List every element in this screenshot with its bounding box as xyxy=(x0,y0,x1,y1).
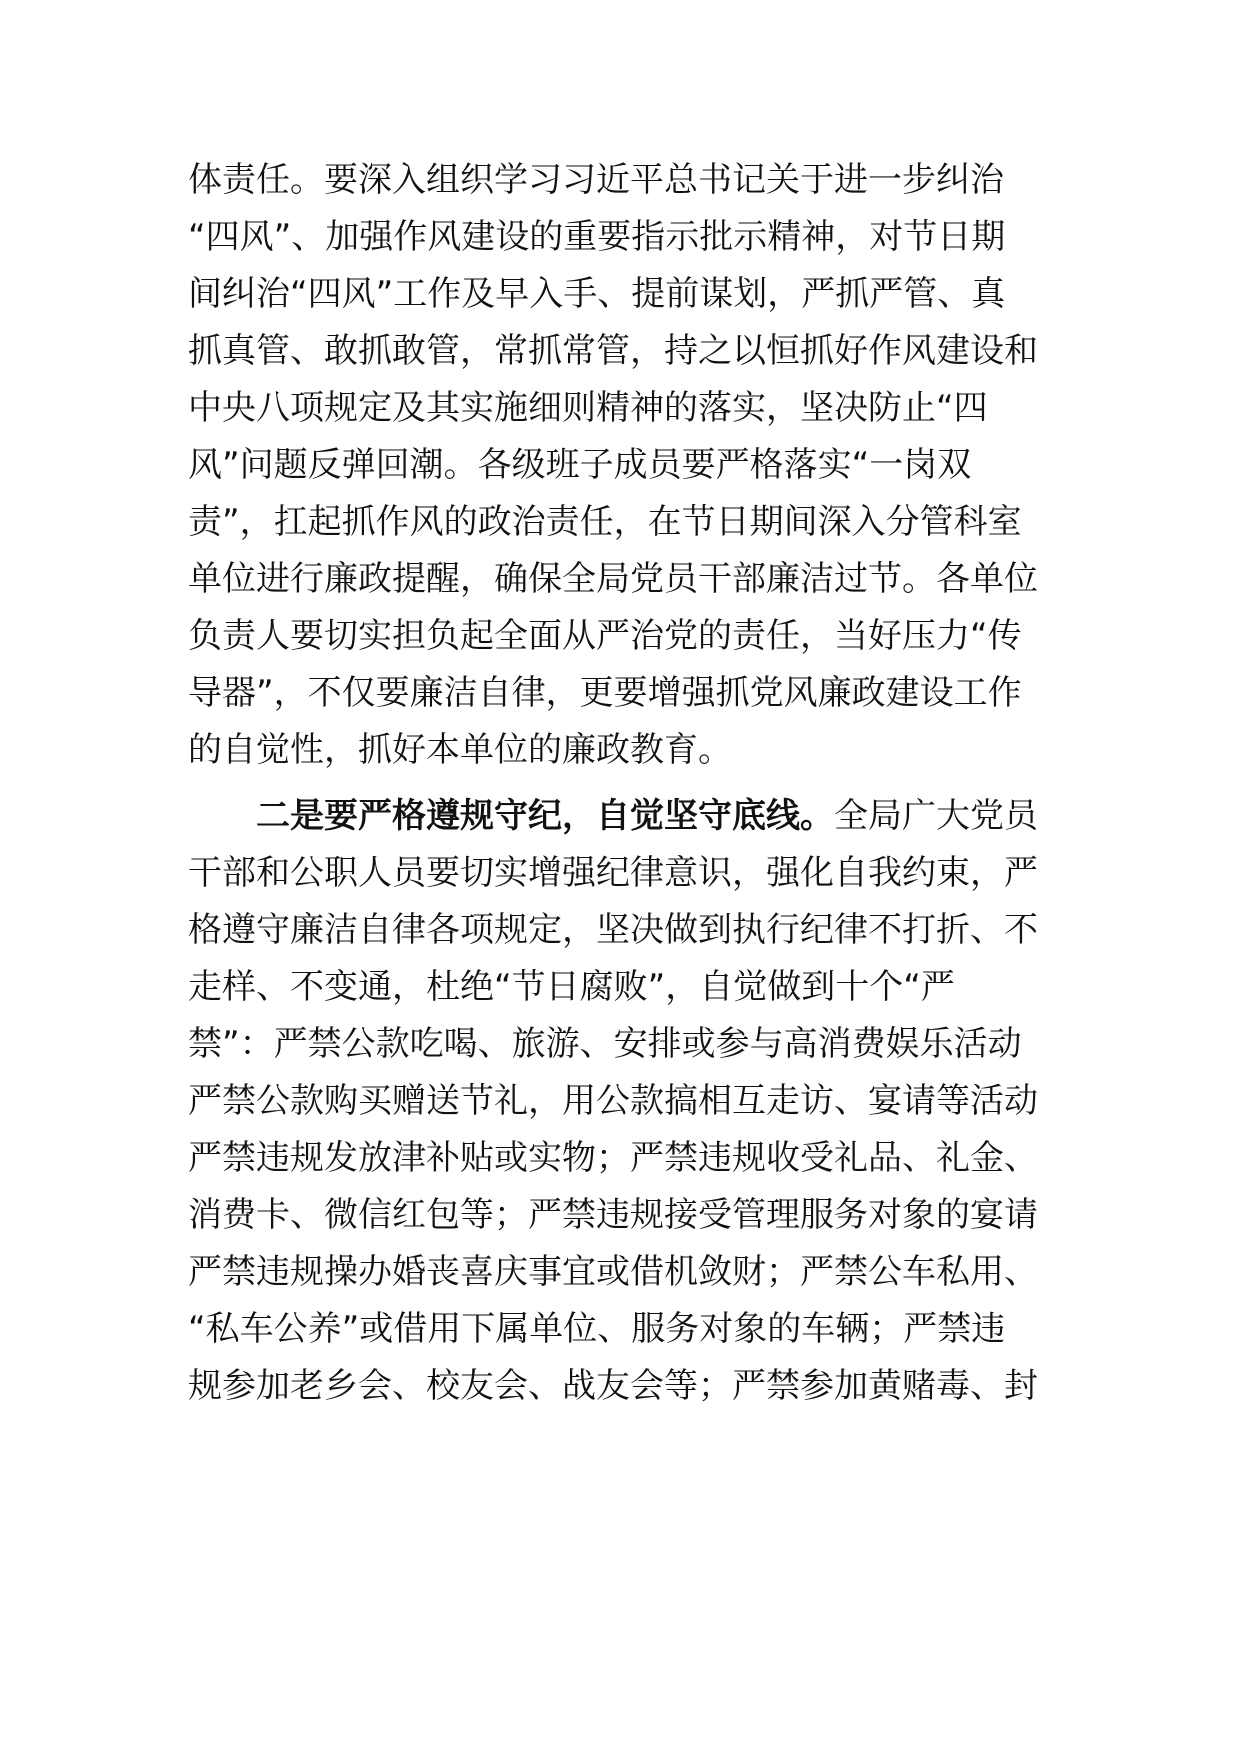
paragraph-line: 单位进行廉政提醒，确保全局党员干部廉洁过节。各单位 xyxy=(188,559,1038,599)
paragraph-line: “私车公养”或借用下属单位、服务对象的车辆；严禁违 xyxy=(188,1309,1006,1349)
paragraph-line: “四风”、加强作风建设的重要指示批示精神，对节日期 xyxy=(188,217,1006,257)
paragraph-heading-rest: 全局广大党员 xyxy=(834,796,1038,836)
paragraph-line: 风”问题反弹回潮。各级班子成员要严格落实“一岗双 xyxy=(188,445,972,485)
paragraph-line: 体责任。要深入组织学习习近平总书记关于进一步纠治 xyxy=(188,160,1004,200)
paragraph-line: 责”，扛起抓作风的政治责任，在节日期间深入分管科室 xyxy=(188,502,1022,542)
paragraph-line: 走样、不变通，杜绝“节日腐败”，自觉做到十个“严 xyxy=(188,967,955,1007)
paragraph-heading: 二是要严格遵规守纪，自觉坚守底线。 xyxy=(256,796,834,836)
paragraph-heading-line xyxy=(256,791,1068,841)
paragraph-line: 格遵守廉洁自律各项规定，坚决做到执行纪律不打折、不 xyxy=(188,910,1038,950)
paragraph-line: 中央八项规定及其实施细则精神的落实，坚决防止“四 xyxy=(188,388,988,428)
paragraph-line: 间纠治“四风”工作及早入手、提前谋划，严抓严管、真 xyxy=(188,274,1006,314)
paragraph-line: 严禁违规操办婚丧喜庆事宜或借机敛财；严禁公车私用、 xyxy=(188,1252,1038,1292)
paragraph-line: 严禁公款购买赠送节礼，用公款搞相互走访、宴请等活动 xyxy=(188,1081,1038,1121)
paragraph-line: 规参加老乡会、校友会、战友会等；严禁参加黄赌毒、封 xyxy=(188,1366,1038,1406)
paragraph-line: 严禁违规发放津补贴或实物；严禁违规收受礼品、礼金、 xyxy=(188,1138,1038,1178)
paragraph-line: 导器”，不仅要廉洁自律，更要增强抓党风廉政建设工作 xyxy=(188,673,1022,713)
paragraph-line: 干部和公职人员要切实增强纪律意识，强化自我约束，严 xyxy=(188,853,1038,893)
paragraph-line: 消费卡、微信红包等；严禁违规接受管理服务对象的宴请 xyxy=(188,1195,1038,1235)
paragraph-line: 的自觉性，抓好本单位的廉政教育。 xyxy=(188,730,732,770)
paragraph-line: 负责人要切实担负起全面从严治党的责任，当好压力“传 xyxy=(188,616,1022,656)
paragraph-line: 抓真管、敢抓敢管，常抓常管，持之以恒抓好作风建设和 xyxy=(188,331,1038,371)
paragraph-line: 禁”：严禁公款吃喝、旅游、安排或参与高消费娱乐活动 xyxy=(188,1024,1022,1064)
